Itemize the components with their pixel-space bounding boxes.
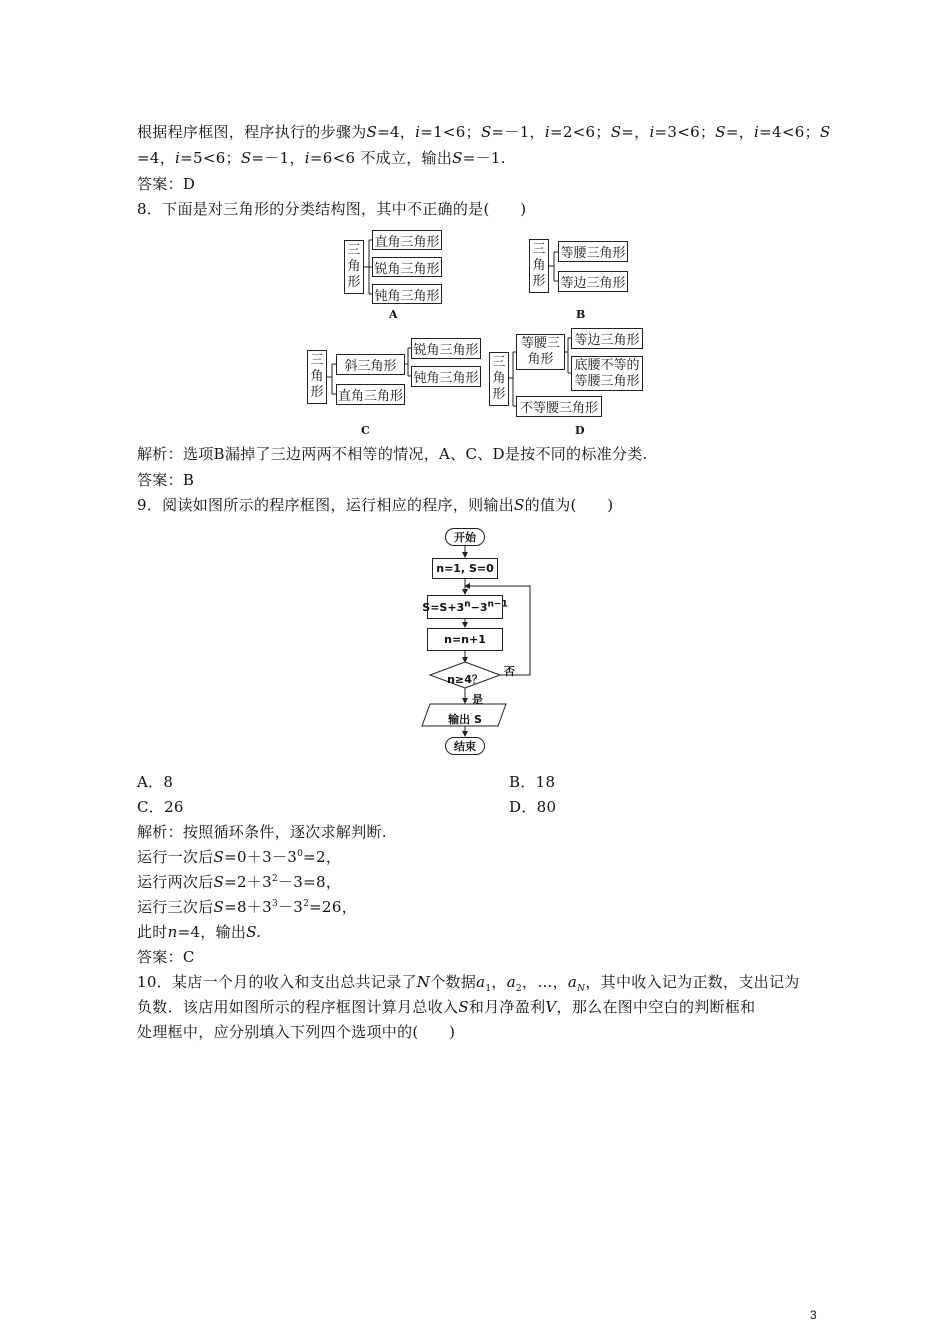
q8-answer: 答案：B	[137, 471, 195, 489]
q9-answer: 答案：C	[137, 948, 195, 966]
diagram-d-root: 三 角 形	[489, 352, 509, 406]
q9-step-2: 运行两次后$S=2+3^2-3=8$，	[137, 873, 342, 891]
diagram-a-label: A	[389, 308, 398, 321]
flowchart-init: n=1, S=0	[432, 558, 498, 579]
diagram-a-item-acute: 锐角三角形	[372, 257, 442, 277]
diagram-d-label: D	[575, 424, 585, 437]
diagram-a-root: 三 角 形	[344, 240, 364, 294]
q9-option-b: B．18	[509, 773, 556, 791]
q10-line-3: 处理框中，应分别填入下列四个选项中的( )	[137, 1023, 456, 1041]
diagram-d-item-unequal-base: 底腰不等的 等腰三角形	[571, 356, 643, 391]
diagram-c-item-oblique: 斜三角形	[336, 354, 405, 375]
q9-analysis: 解析：按照循环条件，逐次求解判断.	[137, 823, 387, 841]
flowchart-end: 结束	[445, 737, 485, 755]
diagram-c-root: 三 角 形	[307, 350, 327, 404]
diagram-c-item-obtuse: 钝角三角形	[411, 366, 481, 387]
diagram-b-item-isosceles: 等腰三角形	[558, 241, 628, 262]
q7-answer: 答案：D	[137, 175, 196, 193]
diagram-d-item-equilateral: 等边三角形	[571, 328, 643, 349]
diagram-b-item-equilateral: 等边三角形	[558, 271, 628, 292]
diagram-b-label: B	[576, 308, 586, 321]
q7-analysis-line-1: 根据程序框图，程序执行的步骤为S=4，i=1<6；S=－1，i=2<6；S=，i=3<6；S=，i=4<6；S	[137, 123, 831, 141]
flowchart-output: 输出 S	[448, 713, 482, 726]
q10-line-1: 10．某店一个月的收入和支出总共记录了N个数据$a_1$，$a_2$，…，$a_N$，其中收入记为正数，支出记为	[137, 973, 800, 994]
flowchart-assign-s: $S=S+3^n-3^{n-1}$	[427, 595, 503, 619]
q9-option-a: A．8	[137, 773, 174, 791]
diagram-d-item-isosceles: 等腰三 角形	[516, 334, 565, 370]
diagram-c-item-right: 直角三角形	[336, 384, 405, 405]
diagram-a-item-right: 直角三角形	[372, 230, 442, 250]
q9-option-c: C．26	[137, 798, 184, 816]
diagram-b-root: 三 角 形	[529, 239, 549, 293]
q9-final: 此时n=4，输出S.	[137, 923, 262, 941]
flowchart-condition: n≥4？	[447, 673, 483, 686]
q8-analysis: 解析：选项B漏掉了三边两两不相等的情况，A、C、D是按不同的标准分类.	[137, 445, 648, 463]
q9-step-3: 运行三次后$S=8+3^3-3^2=26$，	[137, 898, 358, 916]
diagram-c-item-acute: 锐角三角形	[411, 338, 481, 359]
q9-question: 9．阅读如图所示的程序框图，运行相应的程序，则输出S的值为( )	[137, 496, 614, 514]
diagram-a-item-obtuse: 钝角三角形	[372, 284, 442, 304]
diagram-c-label: C	[361, 424, 370, 437]
flowchart-no-label: 否	[504, 665, 515, 678]
q10-line-2: 负数．该店用如图所示的程序框图计算月总收入S和月净盈利V，那么在图中空白的判断框和	[137, 998, 756, 1016]
q9-option-d: D．80	[509, 798, 557, 816]
flowchart-yes-label: 是	[472, 693, 483, 706]
q7-analysis-line-2: =4，i=5<6；S=－1，i=6<6 不成立，输出S=－1.	[137, 149, 506, 167]
q8-question: 8．下面是对三角形的分类结构图，其中不正确的是( )	[137, 200, 527, 218]
q9-step-1: 运行一次后$S=0+3-3^0=2$，	[137, 848, 342, 866]
flowchart-increment: n=n+1	[427, 628, 503, 651]
page-number: 3	[810, 1308, 817, 1322]
diagram-d-item-non-isosceles: 不等腰三角形	[516, 396, 602, 417]
flowchart-start: 开始	[445, 528, 485, 546]
